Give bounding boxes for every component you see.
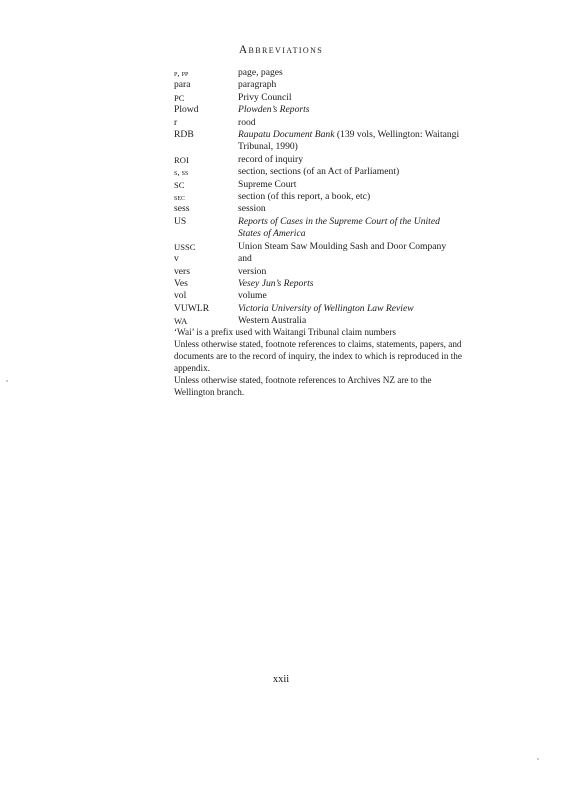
- abbreviation-row: [174, 154, 464, 166]
- abbreviation-term: v: [174, 253, 179, 265]
- abbreviation-term: vers: [174, 265, 190, 277]
- page-heading: Abbreviations: [238, 44, 324, 56]
- abbreviation-definition: and: [238, 253, 252, 265]
- definition-detail: (139 vols, Wellington: Waitangi Tribunal, 1990): [238, 129, 460, 153]
- abbreviation-row: [174, 290, 464, 302]
- abbreviation-row: [174, 191, 464, 203]
- abbreviation-row: [174, 253, 464, 265]
- abbreviation-definition: Plowden’s Reports: [238, 104, 310, 116]
- notes-block: [174, 326, 464, 398]
- abbreviation-term: VUWLR: [174, 302, 210, 314]
- abbreviation-term: USSC: [174, 241, 196, 252]
- abbreviation-definition: Privy Council: [238, 91, 292, 103]
- abbreviations-list: [174, 67, 464, 328]
- abbreviation-term: vol: [174, 290, 187, 302]
- abbreviation-row: [174, 179, 464, 191]
- abbreviation-term: Plowd: [174, 104, 199, 116]
- abbreviation-term: SC: [174, 179, 185, 190]
- abbreviation-row: [174, 241, 464, 253]
- abbreviation-term: Ves: [174, 277, 188, 289]
- abbreviation-definition: section (of this report, a book, etc): [238, 191, 371, 203]
- scan-speck: [537, 758, 539, 760]
- abbreviation-term: sec: [174, 192, 186, 203]
- abbreviation-row: [174, 117, 464, 129]
- abbreviation-definition: volume: [238, 290, 267, 302]
- abbreviation-row: [174, 303, 464, 315]
- note-archives-nz: Unless otherwise stated, footnote references to Archives NZ are to the Wellington branch.: [174, 375, 432, 397]
- note-record-of-inquiry: Unless otherwise stated, footnote references to claims, statements, papers, and documents are to the record of inquiry, the index to which is reproduced in the appendix.: [174, 339, 462, 373]
- abbreviation-row: [174, 104, 464, 116]
- abbreviation-definition: rood: [238, 116, 256, 128]
- abbreviation-row: [174, 278, 464, 290]
- abbreviation-term: p, pp: [174, 68, 189, 78]
- abbreviation-definition: Victoria University of Wellington Law Review: [238, 302, 414, 314]
- abbreviation-term: WA: [174, 316, 188, 327]
- abbreviation-term: RDB: [174, 129, 194, 141]
- abbreviation-definition: Vesey Jun’s Reports: [238, 277, 314, 289]
- abbreviation-definition: Union Steam Saw Moulding Sash and Door Company: [238, 240, 447, 252]
- abbreviation-definition: section, sections (of an Act of Parliament): [238, 166, 400, 178]
- note-wai-prefix: ‘Wai’ is a prefix used with Waitangi Tribunal claim numbers: [174, 327, 396, 337]
- abbreviation-row: [174, 129, 464, 154]
- abbreviation-definition: paragraph: [238, 79, 277, 91]
- abbreviation-definition: session: [238, 203, 266, 215]
- abbreviation-row: [174, 67, 464, 79]
- scan-speck: [6, 380, 8, 382]
- abbreviation-row: [174, 166, 464, 178]
- abbreviation-definition: record of inquiry: [238, 153, 304, 165]
- abbreviation-term: sess: [174, 203, 190, 215]
- abbreviation-term: PC: [174, 92, 185, 103]
- abbreviation-row: [174, 266, 464, 278]
- definition-title: Raupatu Document Bank: [238, 129, 335, 141]
- abbreviation-definition: [238, 129, 464, 154]
- abbreviation-definition: Western Australia: [238, 315, 307, 327]
- abbreviation-term: s, ss: [174, 167, 189, 178]
- abbreviation-definition: page, pages: [238, 67, 283, 78]
- abbreviation-row: [174, 79, 464, 91]
- abbreviation-term: ROI: [174, 154, 189, 165]
- abbreviation-term: para: [174, 79, 191, 91]
- abbreviation-term: US: [174, 215, 187, 227]
- abbreviation-row: [174, 92, 464, 104]
- page-number: xxii: [272, 674, 290, 685]
- abbreviation-definition: version: [238, 265, 267, 277]
- abbreviation-definition: Supreme Court: [238, 178, 297, 190]
- abbreviation-definition: Reports of Cases in the Supreme Court of the United States of America: [238, 215, 440, 240]
- abbreviation-term: r: [174, 116, 178, 128]
- abbreviation-row: [174, 203, 464, 215]
- abbreviation-row: [174, 216, 464, 241]
